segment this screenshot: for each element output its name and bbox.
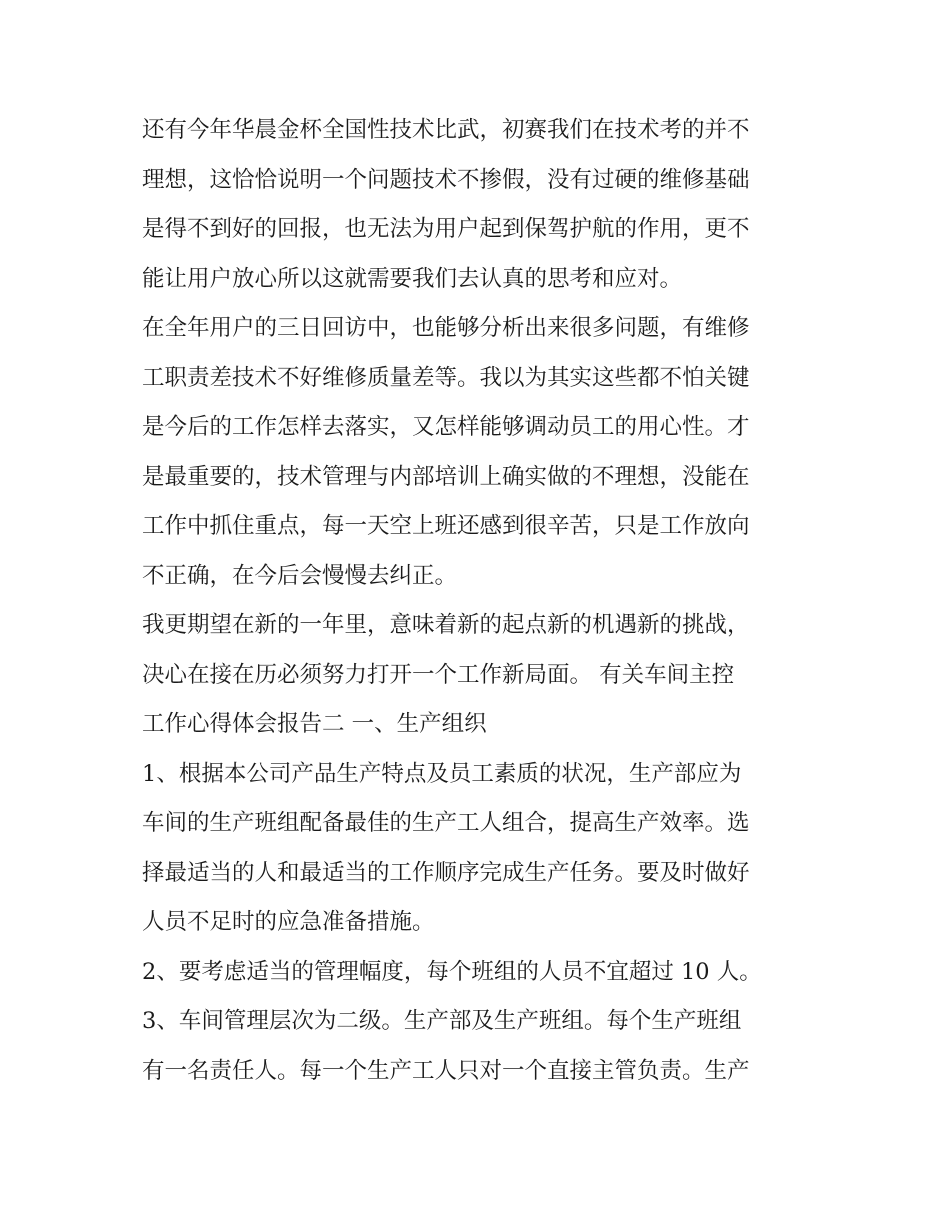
text-line: 工职责差技术不好维修质量差等。我以为其实这些都不怕关键	[142, 364, 750, 391]
text-line: 3、车间管理层次为二级。生产部及生产班组。每个生产班组	[142, 1008, 742, 1034]
text-line: 能让用户放心所以这就需要我们去认真的思考和应对。	[142, 265, 683, 292]
text-line: 在全年用户的三日回访中，也能够分析出来很多问题，有维修	[142, 315, 750, 341]
text-line: 有一名责任人。每一个生产工人只对一个直接主管负责。生产	[142, 1057, 750, 1084]
text-line: 择最适当的人和最适当的工作顺序完成生产任务。要及时做好	[142, 859, 750, 886]
text-line: 不正确，在今后会慢慢去纠正。	[142, 562, 458, 589]
text-line: 是今后的工作怎样去落实，又怎样能够调动员工的用心性。才	[142, 414, 750, 440]
text-line: 2、要考虑适当的管理幅度，每个班组的人员不宜超过 10 人。	[142, 958, 762, 985]
document-body	[142, 106, 814, 1096]
text-line: 车间的生产班组配备最佳的生产工人组合，提高生产效率。选	[142, 810, 750, 836]
text-line: 还有今年华晨金杯全国性技术比武，初赛我们在技术考的并不	[142, 117, 750, 143]
text-line: 工作中抓住重点，每一天空上班还感到很辛苦，只是工作放向	[142, 513, 750, 539]
text-line: 我更期望在新的一年里，意味着新的起点新的机遇新的挑战，	[142, 612, 750, 638]
text-line: 1、根据本公司产品生产特点及员工素质的状况，生产部应为	[142, 760, 742, 787]
text-line: 工作心得体会报告二 一、生产组织	[142, 711, 487, 737]
text-line: 决心在接在历必须努力打开一个工作新局面。 有关车间主控	[142, 661, 735, 688]
text-line: 是得不到好的回报，也无法为用户起到保驾护航的作用，更不	[142, 216, 750, 242]
text-line: 是最重要的，技术管理与内部培训上确实做的不理想，没能在	[142, 463, 750, 490]
text-line: 人员不足时的应急准备措施。	[142, 909, 435, 935]
text-line: 理想，这恰恰说明一个问题技术不掺假，没有过硬的维修基础	[142, 166, 750, 193]
